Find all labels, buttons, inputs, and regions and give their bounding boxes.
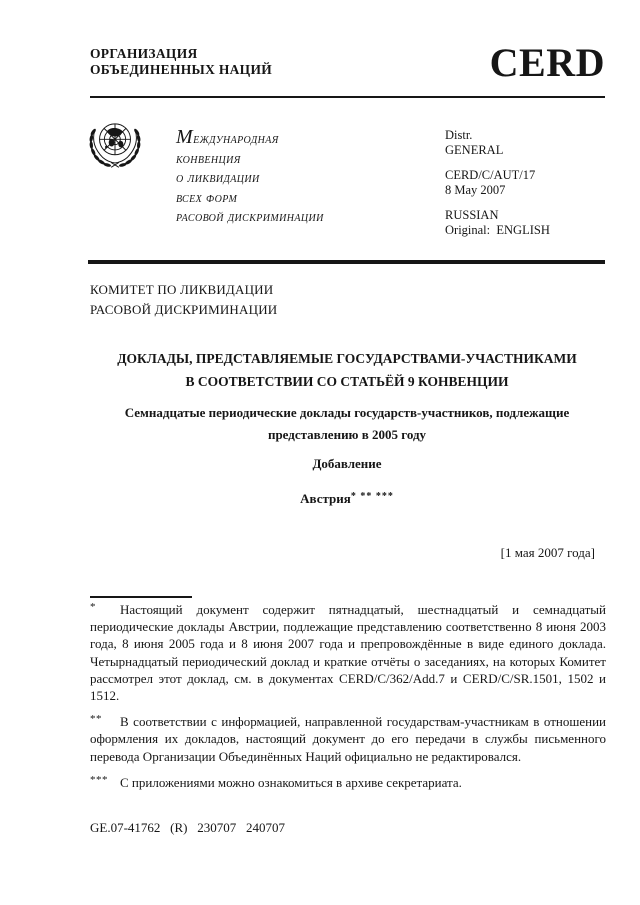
document-subtitle-line2: представлению в 2005 году: [267, 427, 427, 442]
footnote-2: [90, 713, 606, 765]
document-subtitle-line1: Семнадцатые периодические доклады государств-участников, подлежащие: [124, 405, 570, 420]
convention-line: всех форм: [176, 190, 238, 206]
convention-title: [176, 128, 324, 228]
footnote-1-text: Настоящий документ содержит пятнадцатый, шестнадцатый и семнадцатый периодические доклады Австрии, подлежащие представлению соответственно 8 июня 2003 года, 8 июня 2005 года и 8 июня 2007 года и препровождённые в виде единого доклада. Четырнадцатый периодический доклад и краткие отчёты о заседаниях, на которых Комитет рассмотрел этот доклад, см. в документах CERD/C/362/Add.7 и CERD/C/SR.1501, 1502 и 1512.: [90, 602, 606, 704]
country-footnote-asterisks: * ** ***: [350, 491, 394, 502]
distr-value: GENERAL: [445, 142, 504, 157]
footnote-3-marker: ***: [90, 773, 108, 786]
footnote-1-marker: *: [90, 601, 96, 613]
distr-label: Distr.: [445, 128, 473, 142]
addendum-heading: Добавление: [312, 456, 382, 471]
convention-line: Международная: [176, 126, 279, 148]
convention-line: расовой дискриминации: [176, 210, 324, 225]
doc-symbol-cerd: CERD: [489, 40, 605, 85]
doc-language: RUSSIAN: [445, 208, 499, 222]
document-title-line2: В СООТВЕТСТВИИ СО СТАТЬЁЙ 9 КОНВЕНЦИИ: [185, 374, 509, 389]
doc-original-language: Original: ENGLISH: [445, 222, 550, 237]
masthead-rule: [88, 260, 605, 264]
committee-line1: КОМИТЕТ ПО ЛИКВИДАЦИИ: [90, 282, 274, 297]
country-name: Австрия: [300, 491, 351, 506]
footnote-3: [90, 774, 606, 791]
un-emblem-icon: [86, 114, 144, 182]
footnote-2-marker: **: [90, 713, 102, 726]
org-name-line1: ОРГАНИЗАЦИЯ: [90, 46, 198, 61]
org-name-line2: ОБЪЕДИНЕННЫХ НАЦИЙ: [90, 62, 273, 77]
document-subtitle: [62, 402, 632, 446]
country-heading: [62, 491, 632, 507]
footnote-2-text: В соответствии с информацией, направленной государствам-участникам в отношении оформления их докладов, настоящий документ до его передачи в службы письменного перевода Организации Объединённых Наций официально не редактировался.: [90, 714, 606, 764]
footnote-1: [90, 601, 606, 704]
header-rule: [90, 96, 605, 98]
footnotes-section: [90, 601, 606, 800]
convention-line: конвенция: [176, 151, 241, 167]
distribution-block: [445, 128, 550, 248]
submission-date: [1 мая 2007 года]: [500, 545, 595, 560]
org-name: [90, 46, 272, 78]
ge-document-number: GE.07-41762 (R) 230707 240707: [90, 820, 285, 835]
committee-line2: РАСОВОЙ ДИСКРИМИНАЦИИ: [90, 301, 278, 317]
document-title: [62, 347, 632, 393]
convention-line: о ликвидации: [176, 171, 260, 186]
document-title-line1: ДОКЛАДЫ, ПРЕДСТАВЛЯЕМЫЕ ГОСУДАРСТВАМИ-УЧАСТНИКАМИ: [117, 351, 577, 366]
doc-reference: CERD/C/AUT/17: [445, 168, 536, 182]
footnote-separator-rule: [90, 596, 192, 598]
committee-name: [90, 280, 277, 319]
footnote-3-text: С приложениями можно ознакомиться в архиве секретариата.: [120, 774, 462, 790]
doc-date: 8 May 2007: [445, 182, 506, 197]
